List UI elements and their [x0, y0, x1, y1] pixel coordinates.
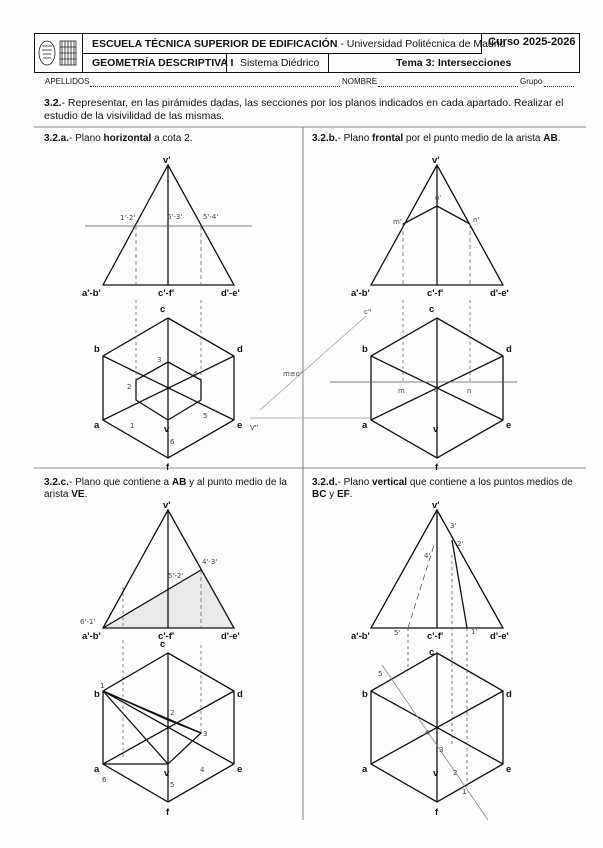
vertex-label: v': [432, 155, 440, 166]
handwritten-label: 1'-2': [120, 214, 136, 222]
vertex-label: d: [506, 689, 512, 700]
exercise-a-title: 3.2.a.- Plano horizontal a cota 2.: [44, 133, 193, 144]
handwritten-label: 4: [193, 370, 198, 378]
handwritten-label: c'': [364, 308, 372, 316]
handwritten-label: 4'-3': [202, 558, 218, 566]
vertex-label: d'-e': [490, 288, 509, 299]
vertex-label: c: [160, 304, 166, 315]
handwritten-label: 2: [170, 709, 175, 717]
handwritten-label: 5'-2': [168, 572, 184, 580]
handwritten-label: V'': [250, 424, 259, 432]
vertex-label: f: [166, 807, 170, 818]
handwritten-label: 2: [453, 769, 458, 777]
vertex-label: e: [506, 420, 512, 431]
vertex-label: f: [435, 462, 439, 473]
c-section-plan: [103, 691, 201, 764]
handwritten-label: 5': [394, 629, 401, 637]
vertex-label: a'-b': [82, 631, 101, 642]
handwritten-label: 6'-3': [167, 213, 183, 221]
vertex-label: v: [433, 768, 439, 779]
vertex-label: a: [94, 764, 100, 775]
vertex-label: b: [362, 344, 368, 355]
drawing-c: [80, 500, 243, 818]
handwritten-label: 2: [127, 383, 132, 391]
vertex-label: e: [237, 764, 243, 775]
drawing-d: [351, 500, 512, 820]
vertex-label: d'-e': [221, 631, 240, 642]
name-label: NOMBRE: [342, 77, 378, 86]
handwritten-label: 5: [378, 670, 383, 678]
handwritten-label: n': [473, 216, 480, 224]
vertex-label: v: [164, 424, 170, 435]
vertex-label: v': [163, 155, 171, 166]
vertex-label: v: [433, 424, 439, 435]
handwritten-label: 4': [424, 552, 431, 560]
handwritten-label: 2': [457, 540, 464, 548]
handwritten-label: o': [435, 194, 442, 202]
vertex-label: e: [506, 764, 512, 775]
handwritten-label: o: [434, 386, 439, 394]
topic-name: Tema 3: Intersecciones: [396, 57, 512, 69]
handwritten-label: 5: [203, 412, 208, 420]
vertex-label: e: [237, 420, 243, 431]
vertex-label: v': [432, 500, 440, 511]
vertex-label: a: [362, 420, 368, 431]
handwritten-label: 3': [450, 522, 457, 530]
vertex-label: b: [362, 689, 368, 700]
d-vertical-plane-trace: [382, 665, 488, 820]
school-name: ESCUELA TÉCNICA SUPERIOR DE EDIFICACIÓN - Universidad Politécnica de Madrid: [92, 38, 506, 50]
handwritten-label: 6: [102, 776, 107, 784]
vertex-label: b: [94, 344, 100, 355]
vertex-label: a'-b': [351, 631, 370, 642]
handwritten-label: 1': [471, 628, 478, 636]
subject-name: GEOMETRÍA DESCRIPTIVA I: [92, 57, 234, 69]
handwritten-label: m': [393, 218, 402, 226]
handwritten-label: 4: [200, 766, 205, 774]
handwritten-label: 3: [439, 746, 444, 754]
exercise-d-title: 3.2.d.- Plano vertical que contiene a los puntos medios de BC y EF.: [312, 477, 573, 500]
vertex-label: c: [160, 639, 166, 650]
vertex-label: b: [94, 689, 100, 700]
vertex-label: f: [166, 462, 170, 473]
handwritten-label: 1: [100, 682, 105, 690]
vertex-label: a'-b': [82, 288, 101, 299]
vertex-label: a: [362, 764, 368, 775]
system-name: Sistema Diédrico: [240, 57, 320, 69]
handwritten-label: 1: [462, 788, 467, 796]
handwritten-label: 5'-4': [203, 213, 219, 221]
course-year: Curso 2025-2026: [488, 36, 576, 48]
vertex-label: c: [429, 304, 435, 315]
handwritten-label: 3: [157, 356, 162, 364]
vertex-label: d: [237, 689, 243, 700]
vertex-label: a'-b': [351, 288, 370, 299]
vertex-label: c: [429, 647, 435, 658]
handwritten-label: 3: [203, 730, 208, 738]
vertex-label: v': [163, 500, 171, 511]
handwritten-label: 1: [130, 422, 135, 430]
handwritten-label: 6: [170, 438, 175, 446]
vertex-label: d: [237, 344, 243, 355]
exercise-b-title: 3.2.b.- Plano frontal por el punto medio de la arista AB.: [312, 133, 561, 144]
vertex-label: a: [94, 420, 100, 431]
handwritten-label: n: [467, 387, 472, 395]
handwritten-label: 4: [425, 729, 430, 737]
vertex-label: v: [164, 768, 170, 779]
surnames-label: APELLIDOS: [45, 77, 90, 86]
vertex-label: d'-e': [490, 631, 509, 642]
vertex-label: c'-f': [427, 631, 444, 642]
exercise-c-title: 3.2.c.- Plano que contiene a AB y al punto medio de la arista VE.: [44, 477, 287, 500]
vertex-label: f: [435, 807, 439, 818]
group-label: Grupo: [520, 77, 543, 86]
vertex-label: c'-f': [158, 631, 175, 642]
vertex-label: c'-f': [158, 288, 175, 299]
d-section-elevation: [452, 540, 467, 628]
vertex-label: d'-e': [221, 288, 240, 299]
handwritten-label: m≡o'': [283, 370, 304, 378]
handwritten-label: m: [398, 387, 405, 395]
exercise-statement: 3.2.- Representar, en las pirámides dadas, las secciones por los planos indicados en cada apartado. Realizar el estudio de la visivilidad de las mismas.: [44, 97, 564, 122]
drawing-a: [82, 155, 252, 473]
vertex-label: d: [506, 344, 512, 355]
handwritten-label: 5: [170, 781, 175, 789]
vertex-label: c'-f': [427, 288, 444, 299]
drawing-b: [250, 155, 517, 473]
handwritten-label: 6'-1': [80, 618, 96, 626]
